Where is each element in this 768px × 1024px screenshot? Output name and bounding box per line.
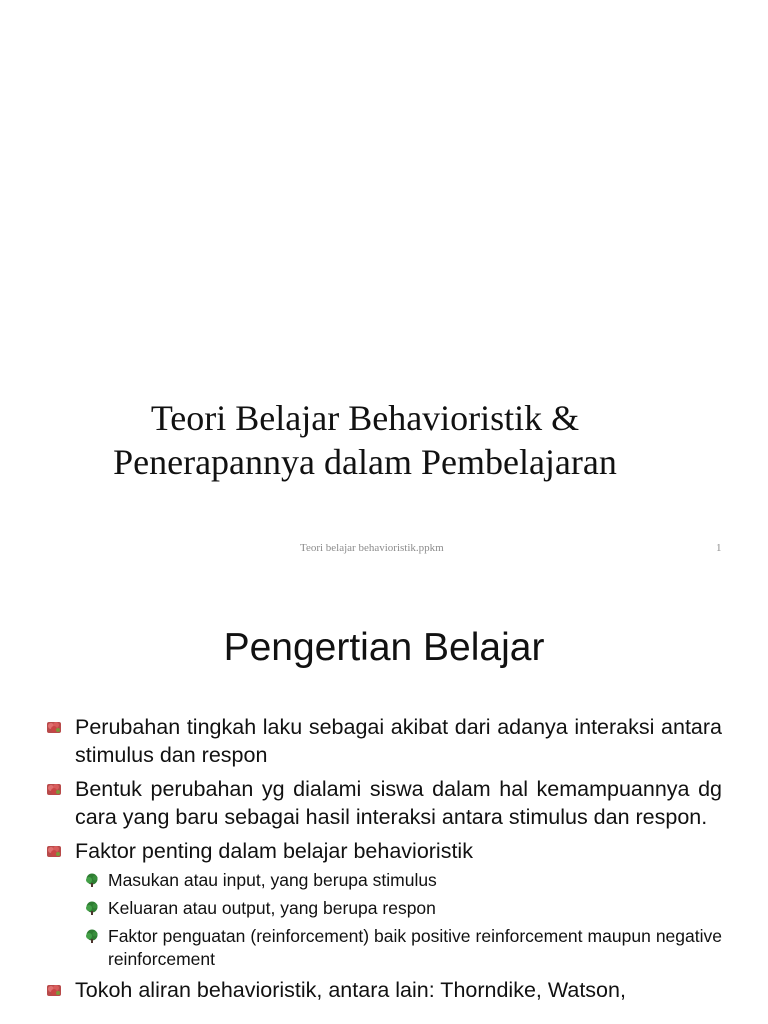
list-item xyxy=(44,976,722,1004)
sub-list-item-text: Masukan atau input, yang berupa stimulus xyxy=(108,870,437,890)
slide-2-title: Pengertian Belajar xyxy=(223,626,545,669)
list-item xyxy=(44,775,722,831)
list-item-text: Bentuk perubahan yg dialami siswa dalam hal kemampuannya dg cara yang baru sebagai hasil interaksi antara stimulus dan respon. xyxy=(75,777,722,829)
sub-list xyxy=(44,869,722,971)
green-tree-icon xyxy=(84,873,100,888)
sub-list-item xyxy=(84,897,722,920)
red-flower-icon xyxy=(46,782,62,796)
list-item-text: Tokoh aliran behavioristik, antara lain: Thorndike, Watson, xyxy=(75,978,626,1002)
sub-list-item-text: Keluaran atau output, yang berupa respon xyxy=(108,898,436,918)
slide-footer-text: Teori belajar behavioristik.ppkm xyxy=(300,542,444,554)
sub-list-item xyxy=(84,869,722,892)
list-item xyxy=(44,713,722,769)
green-tree-icon xyxy=(84,929,100,944)
red-flower-icon xyxy=(46,844,62,858)
slide-1-title-line-2: Penerapannya dalam Pembelajaran xyxy=(113,442,617,482)
red-flower-icon xyxy=(46,720,62,734)
list-item-text: Faktor penting dalam belajar behavioristik xyxy=(75,839,473,863)
list-item xyxy=(44,837,722,865)
red-flower-icon xyxy=(46,983,62,997)
bullet-list xyxy=(44,713,722,1010)
list-item-text: Perubahan tingkah laku sebagai akibat dari adanya interaksi antara stimulus dan respon xyxy=(75,715,722,767)
slide-1-title-line-1: Teori Belajar Behavioristik & xyxy=(150,398,580,438)
green-tree-icon xyxy=(84,901,100,916)
slide-1-title xyxy=(0,396,730,484)
slide-page-number: 1 xyxy=(716,542,722,554)
slide-2 xyxy=(0,576,768,1024)
sub-list-item xyxy=(84,925,722,971)
sub-list-item-text: Faktor penguatan (reinforcement) baik positive reinforcement maupun negative reinforcement xyxy=(108,926,722,969)
